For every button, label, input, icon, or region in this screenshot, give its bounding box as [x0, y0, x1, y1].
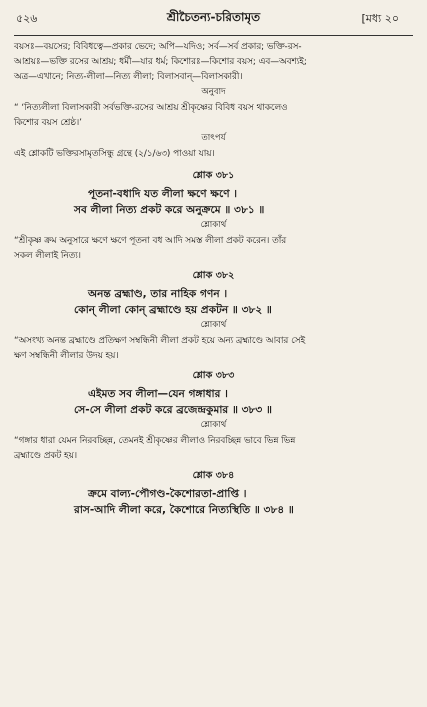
verse-heading: শ্লোক ৩৮১ — [192, 170, 235, 181]
page-content — [14, 40, 413, 518]
verse-line: রাস-আদি লীলা করে, কৈশোরে নিত্যস্থিতি ॥ ৩৮৪ ॥ — [74, 504, 294, 516]
word-meaning-line: অত্র—এখানে; নিত্য-লীলা—নিত্য লীলা; বিলাসবান্‌—বিলাসকারী। — [14, 72, 243, 82]
verse-line: সব লীলা নিত্য প্রকট করে অনুক্রমে ॥ ৩৮১ ॥ — [74, 204, 265, 216]
verse-line: পূতনা-বধাদি যত লীলা ক্ষণে ক্ষণে । — [88, 188, 238, 200]
anubad-line: কিশোর বয়স শ্রেষ্ঠ।’ — [14, 118, 82, 128]
verse-meaning-label: শ্লোকার্থ — [200, 420, 227, 430]
chapter-marker: [মধ্য ২০ — [361, 12, 399, 25]
verse-382 — [14, 269, 413, 363]
anubad-text — [14, 101, 413, 130]
running-title: শ্রীচৈতন্য-চরিতামৃত — [166, 10, 261, 24]
page-header — [0, 8, 427, 30]
verse-line: সে-সে লীলা প্রকট করে ব্রজেন্দ্রকুমার ॥ ৩৮৩ ॥ — [74, 404, 272, 416]
verse-meaning-label: শ্লোকার্থ — [200, 220, 227, 230]
anubad-line: “ ‘নিত্যলীলা বিলাসকারী সর্বভক্তি-রসের আশ্রয় শ্রীকৃষ্ণের বিবিধ বয়স থাকলেও — [14, 103, 288, 113]
verse-meaning-line: ক্ষণ সম্বন্ধিনী লীলার উদয় হয়। — [14, 351, 119, 361]
verse-meaning-label: শ্লোকার্থ — [200, 320, 227, 330]
verse-heading: শ্লোক ৩৮২ — [192, 270, 235, 281]
anubad-label: অনুবাদ — [201, 87, 226, 97]
verse-381 — [14, 169, 413, 263]
page-number: ৫২৬ — [16, 12, 38, 25]
verse-heading: শ্লোক ৩৮৪ — [192, 470, 235, 481]
verse-meaning-line: “শ্রীকৃষ্ণ ক্রম অনুসারে ক্ষণে ক্ষণে পূতনা বধ আদি সমস্ত লীলা প্রকট করেন। তাঁর — [14, 236, 287, 246]
verse-line: কোন্‌ লীলা কোন্‌ ব্রহ্মাণ্ডে হয় প্রকটন ॥ ৩৮২ ॥ — [74, 304, 272, 316]
verse-384 — [14, 469, 413, 518]
verse-meaning-line: সকল লীলাই নিত্য। — [14, 251, 81, 261]
tatparya-text: এই শ্লোকটি ভক্তিরসামৃতসিন্ধু গ্রন্থে (২/১/৬৩) পাওয়া যায়। — [14, 149, 215, 159]
header-rule — [14, 35, 413, 36]
verse-meaning-line: ব্রহ্মাণ্ডে প্রকট হয়। — [14, 451, 78, 461]
word-meaning-line: আশ্রয়ঃ—ভক্তি রসের আশ্রয়; ধর্মী—যার ধর্ম; কিশোরঃ—কিশোর বয়স; এব—অবশ্যই; — [14, 57, 307, 67]
verse-383 — [14, 369, 413, 463]
verse-line: ক্রমে বাল্য-পৌগণ্ড-কৈশোরতা-প্রাপ্তি । — [88, 488, 247, 500]
verse-meaning-line: “গঙ্গার ধারা যেমন নিরবচ্ছিন্ন, তেমনই শ্রীকৃষ্ণের লীলাও নিরবচ্ছিন্ন ভাবে ভিন্ন ভিন্ন — [14, 436, 296, 446]
verse-line: অনন্ত ব্রহ্মাণ্ড, তার নাহিক গণন । — [88, 288, 228, 300]
verse-heading: শ্লোক ৩৮৩ — [192, 370, 235, 381]
word-meanings — [14, 40, 413, 84]
verse-meaning-line: “অসংখ্য অনন্ত ব্রহ্মাণ্ডে প্রতিক্ষণ সম্বন্ধিনী লীলা প্রকট হয়ে অন্য ব্রহ্মাণ্ডে আবার সেই — [14, 336, 306, 346]
verse-line: এইমত সব লীলা—যেন গঙ্গাধার । — [88, 388, 228, 400]
word-meaning-line: বয়সঃ—বয়সের; বিবিধত্বে—প্রকার ভেদে; অপি—যদিও; সর্ব—সর্ব প্রকার; ভক্তি-রস- — [14, 42, 302, 52]
tatparya-label: তাৎপর্য — [201, 133, 226, 143]
